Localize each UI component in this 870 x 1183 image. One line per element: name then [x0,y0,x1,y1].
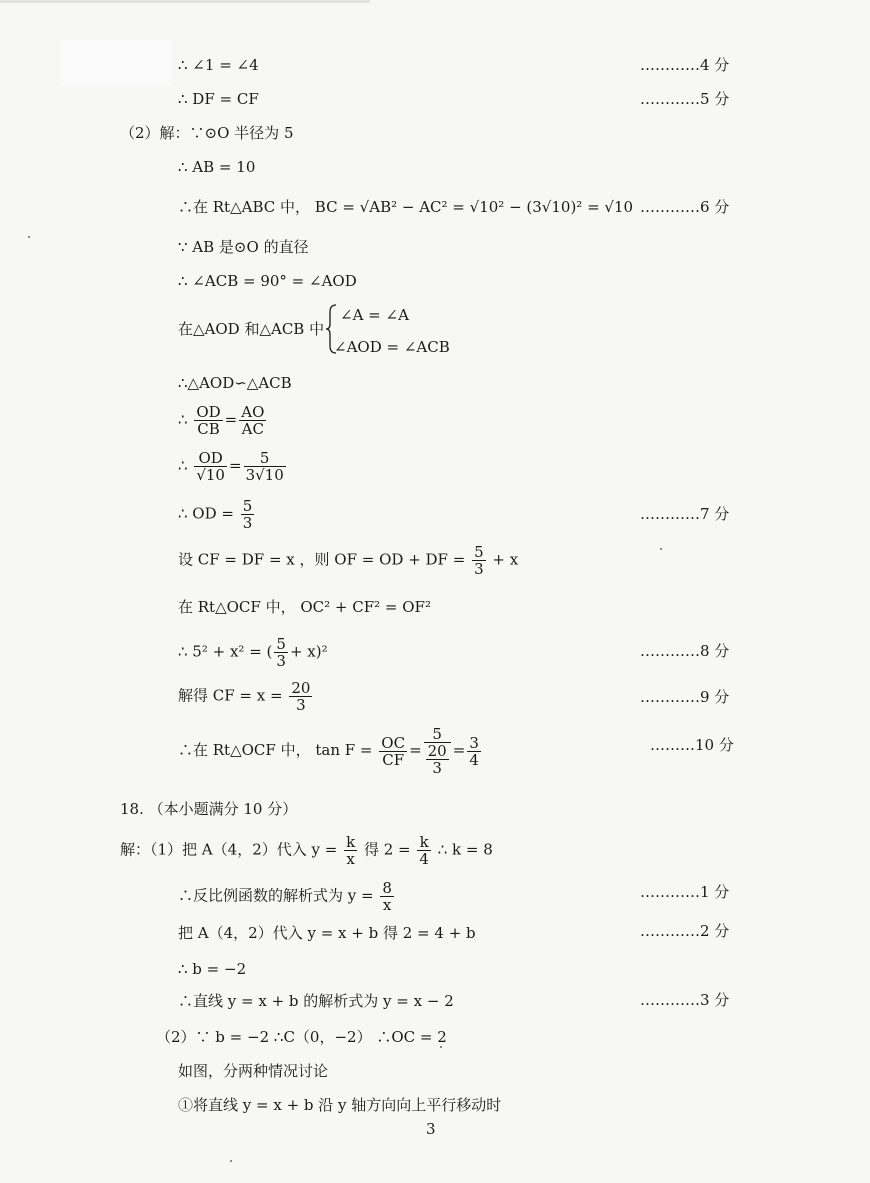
denominator: 3 [296,696,306,714]
therefore-symbol: ∴ [178,456,188,475]
line-similar: ∴△AOD∽△ACB [178,374,292,392]
line-tan-f: ∴在 Rt△OCF 中， tan F = $\frac{OC}{CF}$ = 5 20 3 = $\frac{3}{4}$ [178,725,479,777]
q18-line-1 [120,834,493,867]
q18-line-7: 如图，分两种情况讨论 [178,1062,329,1080]
scan-blank-patch [60,40,172,86]
q18-line-3: 把 A（4，2）代入 y = x + b 得 2 = 4 + b [178,924,476,942]
q18-line-8: ①将直线 y = x + b 沿 y 轴方向向上平行移动时 [178,1096,502,1114]
line-solve-cf [178,680,314,713]
denominator: 4 [419,850,429,868]
line-angle-acb: ∴ ∠ACB = 90° = ∠AOD [178,272,357,290]
numerator: 5 [474,543,484,561]
denominator: 3√10 [245,466,284,484]
fraction-od-cb [194,404,222,437]
score-3: …………3 分 [640,991,730,1009]
numerator: 8 [382,879,392,897]
fraction-5-3 [274,636,288,669]
q18-l2-lhs: ∴反比例函数的解析式为 y = [178,886,374,905]
nested-fraction-20-3 [424,743,451,776]
line-od-value [178,498,256,531]
numerator: 5 [424,726,451,743]
set-cf-lhs: 设 CF = DF = x ，则 OF = OD + DF = [178,550,466,569]
score-9: …………9 分 [640,688,730,706]
condition-angle-aod: ∠AOD = ∠ACB [334,338,450,356]
score-2: …………2 分 [640,922,730,940]
therefore-symbol: ∴ [178,410,188,429]
q18-line-4: ∴ b = −2 [178,960,247,978]
line-df-cf: ∴ DF = CF [178,90,259,108]
fraction-20-3 [289,680,312,713]
line-ratio-2: ∴ $\frac{OD}{√10}$ = $\frac{5}{3√10}$ [178,449,284,484]
denominator: AC [241,420,264,438]
numerator: 5 [242,497,253,515]
scan-speck [230,1160,232,1162]
score-5: …………5 分 [640,90,730,108]
question-18-heading: 18. （本小题满分 10 分） [120,800,298,818]
denominator: 3 [474,560,484,578]
fraction-ao-ac [239,404,266,437]
equation-rhs: + x)² [289,642,328,661]
denominator: 3 [242,514,253,532]
fraction-5-over-20-3 [424,726,451,776]
line-ab-10: ∴ AB = 10 [178,158,256,176]
page-number: 3 [426,1120,436,1138]
tan-f-lhs: ∴在 Rt△OCF 中， tan F = [178,741,373,759]
line-set-cf [178,544,518,577]
score-10: ………10 分 [650,736,734,754]
score-8: …………8 分 [640,642,730,660]
fraction-od-sqrt10 [194,450,227,483]
fraction-8-x [380,880,394,913]
set-cf-rhs: + x [492,550,519,569]
numerator: k [417,834,431,851]
solve-cf-lhs: 解得 CF = x = [178,686,283,705]
numerator: OC [381,733,406,752]
line-equation [178,636,328,669]
fraction-k-4 [417,834,431,867]
fraction-3-4 [467,735,481,768]
line-ab-diameter: ∵ AB 是⊙O 的直径 [178,238,309,256]
numerator: 5 [244,450,286,467]
fraction-5-3sqrt10 [244,450,286,483]
fraction-oc-cf [379,735,407,768]
q18-line-2 [178,880,396,913]
denominator: 4 [469,750,479,769]
line-pythagoras: 在 Rt△OCF 中， OC² + CF² = OF² [178,598,431,616]
scan-speck [440,1046,442,1048]
scan-speck [28,236,30,238]
fraction-k-x [344,834,357,867]
numerator: AO [241,403,265,421]
denominator: 3 [276,652,286,670]
fraction-5-3 [472,544,486,577]
score-7: …………7 分 [640,505,730,523]
bc-formula: BC = √AB² − AC² = √10² − (3√10)² = √10 [314,198,634,216]
line-ratio-1: ∴ $\frac{OD}{CB}$ = $\frac{AO}{AC}$ [178,403,265,438]
numerator: 20 [427,742,447,760]
scan-edge-mark [0,0,370,3]
numerator: k [346,833,356,851]
denominator: CB [197,420,220,438]
equation-lhs: ∴ 5² + x² = ( [178,642,273,661]
q18-l1-rhs: ∴ k = 8 [437,840,493,859]
denominator: √10 [196,466,225,484]
denominator: 3 [432,759,442,777]
line-angle-equal: ∴ ∠1 = ∠4 [178,56,259,74]
q18-line-6: （2）∵ b = −2 ∴C（0，−2） ∴OC = 2 [156,1028,447,1046]
score-4: …………4 分 [640,56,730,74]
score-6: …………6 分 [640,198,730,216]
q18-l1-mid: 得 2 = [363,840,411,859]
q18-l1-lhs: 解：（1）把 A（4，2）代入 y = [120,840,338,859]
scan-speck [660,548,662,550]
q18-line-5: ∴直线 y = x + b 的解析式为 y = x − 2 [178,992,454,1010]
numerator: 20 [291,679,311,697]
rt-abc-prefix: ∴在 Rt△ABC 中， [178,198,311,216]
denominator: CF [382,750,405,769]
line-triangles: 在△AOD 和△ACB 中 [178,320,325,338]
numerator: OD [196,403,221,421]
od-lhs: ∴ OD = [178,504,234,523]
numerator: OD [194,450,227,467]
denominator: x [346,850,355,868]
fraction-5-3 [241,498,255,531]
denominator: x [382,896,392,914]
condition-angle-a: ∠A = ∠A [340,306,409,324]
numerator: 3 [469,733,479,752]
line-rt-abc [178,198,633,216]
part2-heading: （2）解：∵⊙O 半径为 5 [120,124,294,142]
numerator: 5 [276,635,286,653]
score-1: …………1 分 [640,883,730,901]
